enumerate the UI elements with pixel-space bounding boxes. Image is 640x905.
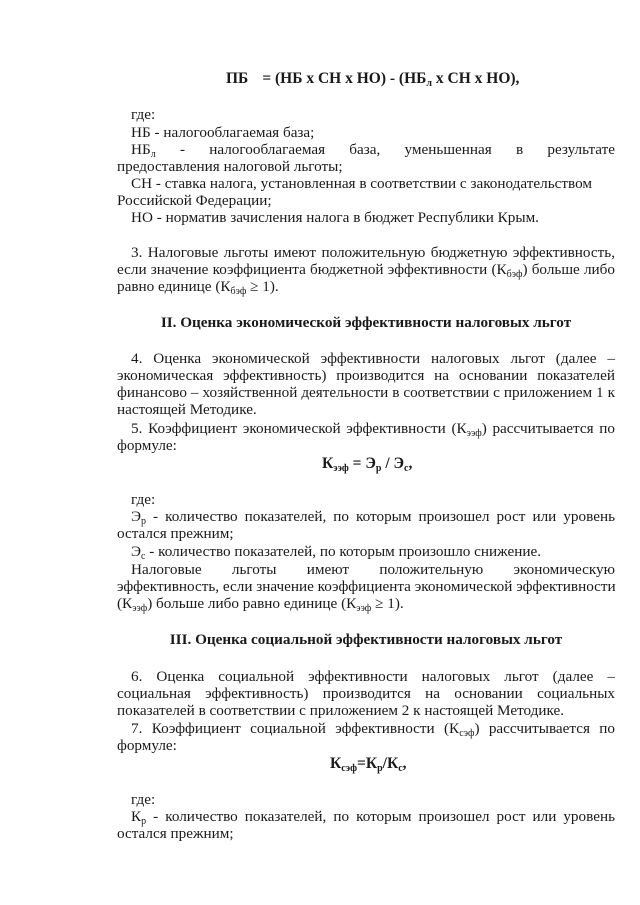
heading-section-3: III. Оценка социальной эффективности налоговых льгот: [169, 631, 563, 648]
para6-line3: показателей в соответствии с приложением 2 к настоящей Методике.: [117, 702, 565, 719]
def-sn-line2: Российской Федерации;: [117, 192, 272, 209]
where-label-1: где:: [131, 106, 156, 123]
para3-line1: 3. Налоговые льготы имеют положительную бюджетную эффективность,: [131, 244, 615, 261]
def-nbl-line2: предоставления налоговой льготы;: [117, 158, 343, 175]
para3-line2: если значение коэффициента бюджетной эффективности $(К_{бэф})$ больше либо: [117, 261, 615, 280]
def-kr-line1: $К_р$ - количество показателей, по которым произошел рост или уровень: [131, 808, 615, 827]
def-kr-line2: остался прежним;: [117, 825, 234, 842]
def-nbl-line1: $НБ_л$ - налогооблагаемая база, уменьшенная в результате: [131, 141, 615, 160]
where-label-2: где:: [131, 491, 156, 508]
formula-pb: ПБ = (НБ х СН х $НО) - (НБ_л$ х СН х НО),: [226, 70, 520, 89]
para4-line2: экономическая эффективность) производится на основании показателей: [117, 367, 615, 384]
para6-line2: социальная эффективность) производится на основании социальных: [117, 685, 615, 702]
heading-section-2: II. Оценка экономической эффективности налоговых льгот: [160, 314, 572, 331]
formula-kseff: $К_{сэф}=К_р/К_с$,: [330, 755, 407, 774]
para5-line2: формуле:: [117, 437, 177, 454]
para-econ-line2: эффективность, если значение коэффициента экономической эффективности: [117, 578, 616, 595]
def-sn-line1: СН - ставка налога, установленная в соответствии с законодательством: [131, 175, 592, 192]
def-nb: НБ - налогооблагаемая база;: [131, 124, 315, 141]
para-econ-line3: $(К_{ээф})$ больше либо равно единице $(К_{ээф} \ge 1)$.: [117, 595, 404, 614]
para3-line3: равно единице $(К_{бэф} \ge 1)$.: [117, 278, 279, 297]
def-er-line2: остался прежним;: [117, 525, 234, 542]
para7-line1: 7. Коэффициент социальной эффективности $(К_{сэф})$ рассчитывается по: [131, 720, 615, 739]
para7-line2: формуле:: [117, 737, 177, 754]
para-econ-line1: Налоговые льготы имеют положительную экономическую: [131, 561, 615, 578]
def-ec: $Э_с$ - количество показателей, по которым произошло снижение.: [131, 543, 542, 562]
para4-line4: настоящей Методике.: [117, 401, 257, 418]
where-label-3: где:: [131, 791, 156, 808]
def-no: НО - норматив зачисления налога в бюджет Республики Крым.: [131, 209, 539, 226]
para6-line1: 6. Оценка социальной эффективности налоговых льгот (далее –: [131, 668, 615, 685]
def-er-line1: $Э_р$ - количество показателей, по которым произошел рост или уровень: [131, 508, 615, 527]
para4-line3: финансово – хозяйственной деятельности в соответствии с приложением 1 к: [117, 384, 615, 401]
para5-line1: 5. Коэффициент экономической эффективности $(К_{ээф})$ рассчитывается по: [131, 420, 615, 439]
para4-line1: 4. Оценка экономической эффективности налоговых льгот (далее –: [131, 350, 615, 367]
formula-keef: $К_{ээф} = Э_р / Э_с$,: [322, 455, 413, 474]
